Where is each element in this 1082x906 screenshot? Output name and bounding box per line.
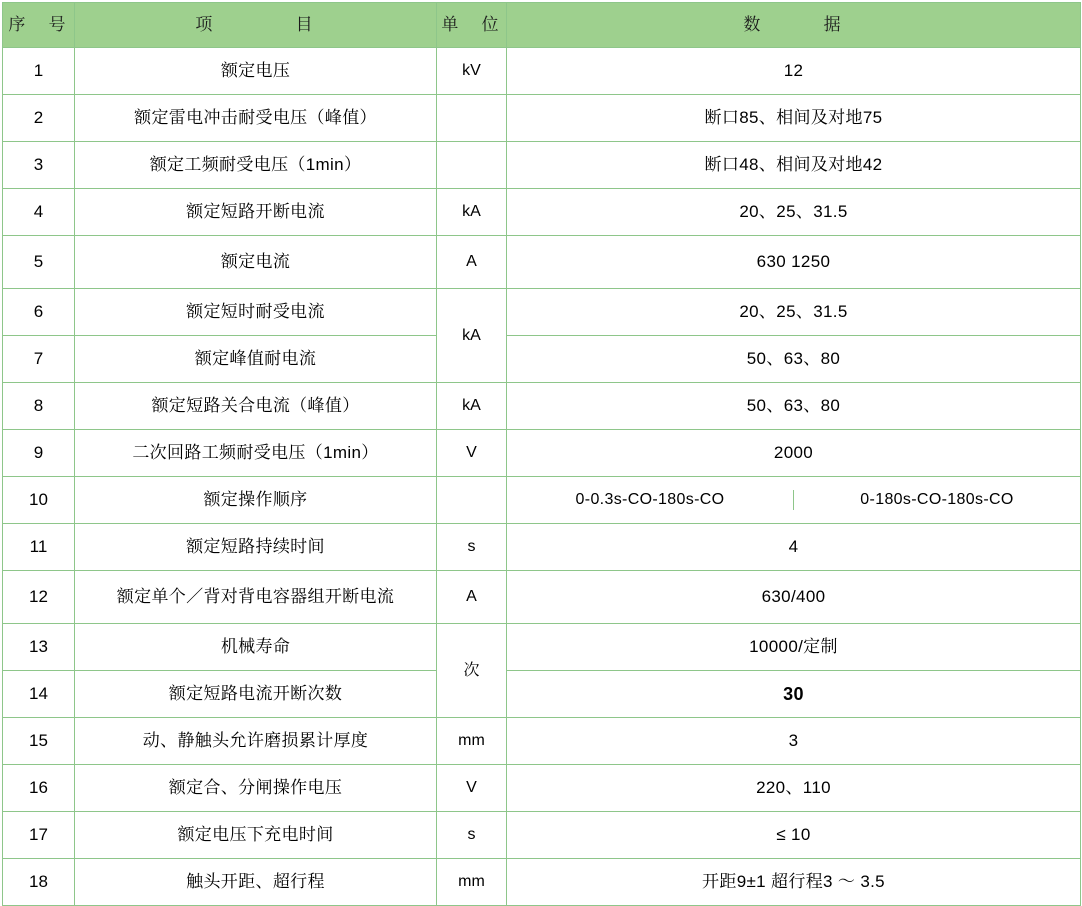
table-row	[3, 571, 1081, 624]
row-data: 220、110	[507, 765, 1081, 812]
row-data: 10000/定制	[507, 624, 1081, 671]
row-item: 触头开距、超行程	[75, 859, 437, 906]
row-item: 额定电流	[75, 236, 437, 289]
table-row	[3, 383, 1081, 430]
row-no: 11	[3, 524, 75, 571]
row-unit: kA	[437, 189, 507, 236]
row-item: 二次回路工频耐受电压（1min）	[75, 430, 437, 477]
row-item: 额定短路持续时间	[75, 524, 437, 571]
row-data: 12	[507, 48, 1081, 95]
row-no: 4	[3, 189, 75, 236]
row-item: 动、静触头允许磨损累计厚度	[75, 718, 437, 765]
table-row	[3, 477, 1081, 524]
row-unit	[437, 477, 507, 524]
header-data: 数 据	[507, 3, 1081, 48]
row-item: 额定工频耐受电压（1min）	[75, 142, 437, 189]
row-item: 额定电压下充电时间	[75, 812, 437, 859]
table-row	[3, 718, 1081, 765]
row-item: 额定雷电冲击耐受电压（峰值）	[75, 95, 437, 142]
table-row	[3, 189, 1081, 236]
row-no: 3	[3, 142, 75, 189]
row-unit	[437, 95, 507, 142]
row-data: 20、25、31.5	[507, 289, 1081, 336]
header-item: 项 目	[75, 3, 437, 48]
row-unit: s	[437, 812, 507, 859]
row-unit: A	[437, 571, 507, 624]
row-no: 14	[3, 671, 75, 718]
row-data-left: 0-0.3s-CO-180s-CO	[507, 490, 794, 510]
row-item: 额定短路电流开断次数	[75, 671, 437, 718]
row-no: 13	[3, 624, 75, 671]
row-unit: kV	[437, 48, 507, 95]
row-no: 6	[3, 289, 75, 336]
row-no: 5	[3, 236, 75, 289]
row-data-right: 0-180s-CO-180s-CO	[860, 491, 1014, 508]
row-no: 8	[3, 383, 75, 430]
row-unit: V	[437, 765, 507, 812]
row-item: 额定短时耐受电流	[75, 289, 437, 336]
row-data: 50、63、80	[507, 336, 1081, 383]
row-item: 机械寿命	[75, 624, 437, 671]
table-row	[3, 624, 1081, 671]
row-no: 17	[3, 812, 75, 859]
row-no: 1	[3, 48, 75, 95]
row-data: ≤ 10	[507, 812, 1081, 859]
row-item: 额定短路开断电流	[75, 189, 437, 236]
row-data: 2000	[507, 430, 1081, 477]
table-row	[3, 336, 1081, 383]
table-row	[3, 765, 1081, 812]
row-unit: mm	[437, 859, 507, 906]
row-no: 2	[3, 95, 75, 142]
row-unit: kA	[437, 383, 507, 430]
table-row	[3, 142, 1081, 189]
row-data: 20、25、31.5	[507, 189, 1081, 236]
table-row	[3, 95, 1081, 142]
row-item: 额定电压	[75, 48, 437, 95]
row-unit: kA	[437, 289, 507, 383]
row-no: 10	[3, 477, 75, 524]
table-row	[3, 524, 1081, 571]
row-data-split	[507, 477, 1081, 524]
row-no: 7	[3, 336, 75, 383]
row-data: 3	[507, 718, 1081, 765]
row-data: 630/400	[507, 571, 1081, 624]
row-unit: A	[437, 236, 507, 289]
table-row	[3, 859, 1081, 906]
row-item: 额定短路关合电流（峰值）	[75, 383, 437, 430]
row-unit: 次	[437, 624, 507, 718]
row-item: 额定峰值耐电流	[75, 336, 437, 383]
table-header-row	[3, 3, 1081, 48]
table-row	[3, 289, 1081, 336]
row-unit: V	[437, 430, 507, 477]
table-row	[3, 236, 1081, 289]
table-row	[3, 430, 1081, 477]
row-unit	[437, 142, 507, 189]
row-data: 50、63、80	[507, 383, 1081, 430]
row-no: 18	[3, 859, 75, 906]
row-data: 断口85、相间及对地75	[507, 95, 1081, 142]
table-row	[3, 812, 1081, 859]
row-unit: s	[437, 524, 507, 571]
header-no: 序 号	[3, 3, 75, 48]
row-no: 9	[3, 430, 75, 477]
specification-table	[2, 2, 1081, 906]
row-data: 4	[507, 524, 1081, 571]
row-data: 开距9±1 超行程3 ～ 3.5	[507, 859, 1081, 906]
table-row	[3, 48, 1081, 95]
row-item: 额定操作顺序	[75, 477, 437, 524]
row-no: 16	[3, 765, 75, 812]
row-no: 15	[3, 718, 75, 765]
table-row	[3, 671, 1081, 718]
row-unit: mm	[437, 718, 507, 765]
row-item: 额定单个／背对背电容器组开断电流	[75, 571, 437, 624]
row-item: 额定合、分闸操作电压	[75, 765, 437, 812]
header-unit: 单 位	[437, 3, 507, 48]
row-data: 30	[507, 671, 1081, 718]
row-data: 断口48、相间及对地42	[507, 142, 1081, 189]
row-data: 630 1250	[507, 236, 1081, 289]
row-no: 12	[3, 571, 75, 624]
